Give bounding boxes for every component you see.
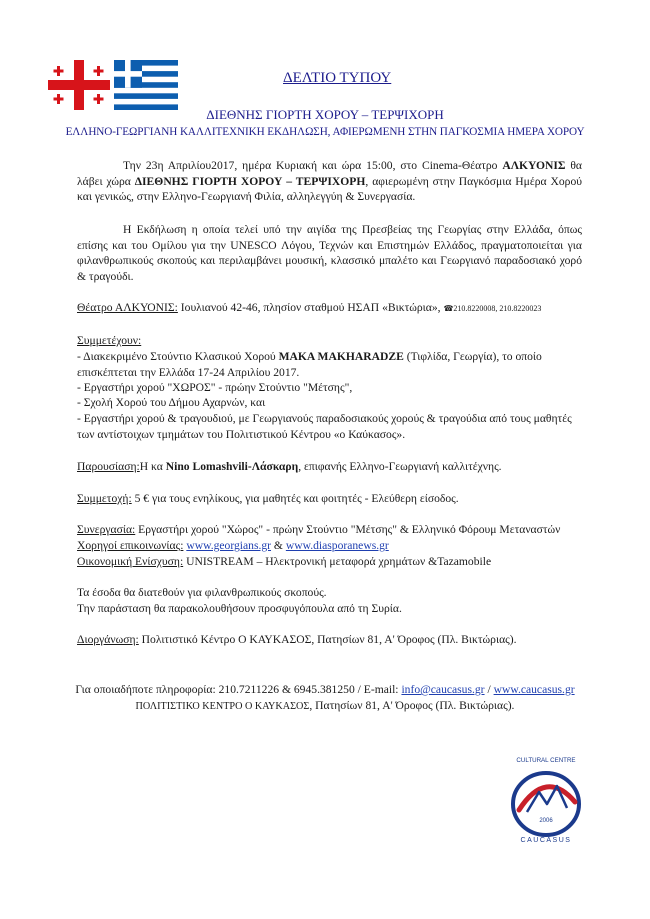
event-title: ΔΙΕΘΝΗΣ ΓΙΟΡΤΗ ΧΟΡΟΥ – ΤΕΡΨΙΧΟΡΗ: [206, 107, 444, 122]
support-line: Οικονομική Ενίσχυση: UNISTREAM – Ηλεκτρονική μεταφορά χρημάτων &Tazamobile: [77, 555, 492, 568]
georgia-flag: [48, 60, 110, 110]
caucasus-logo: [505, 752, 587, 844]
greece-flag: [114, 60, 178, 110]
presentation-line: Παρουσίαση:Η κα Nino Lomashvili-Λάσκαρη, επιφανής Ελληνο-Γεωργιανή καλλιτέχνης.: [77, 460, 502, 473]
press-release-title: ΔΕΛΤΙΟ ΤΥΠΟΥ: [283, 70, 392, 86]
note-line-2: Την παράσταση θα παρακολουθήσουν προσφυγόπουλα από τη Συρία.: [77, 602, 402, 615]
cooperation-line: Συνεργασία: Εργαστήρι χορού "Χώρος" - πρώην Στούντιο "Μέτσης" & Ελληνικό Φόρουμ Μεταναστών: [77, 523, 561, 536]
intro-paragraph-2: Η Εκδήλωση η οποία τελεί υπό την αιγίδα της Πρεσβείας της Γεωργίας στην Ελλάδα, όπως επίσης και του Ομίλου για την UNESCO Λόγου, Τεχνών και Επιστημών Ελλάδος, πραγματοποιείται για φιλανθρωπικούς σκοπούς και περιλαμβάνει μουσική, κλασσικό μπαλέτο και Γεωργιανό παραδοσιακό χορό & τραγούδι.: [77, 223, 582, 283]
sponsor-link-georgians[interactable]: www.georgians.gr: [186, 539, 272, 552]
note-line-1: Τα έσοδα θα διατεθούν για φιλανθρωπικούς σκοπούς.: [77, 586, 327, 599]
venue-line: Θέατρο ΑΛΚΥΟΝΙΣ: Ιουλιανού 42-46, πλησίον σταθμού ΗΣΑΠ «Βικτώρια», ☎210.8220008, 210.8220023: [77, 301, 542, 314]
email-link[interactable]: info@caucasus.gr: [401, 683, 485, 696]
sponsors-line: Χορηγοί επικοινωνίας: www.georgians.gr & www.diasporanews.gr: [77, 539, 389, 552]
event-subtitle: ΕΛΛΗΝΟ-ΓΕΩΡΓΙΑΝΗ ΚΑΛΛΙΤΕΧΝΙΚΗ ΕΚΔΗΛΩΣΗ, ΑΦΙΕΡΩΜΕΝΗ ΣΤΗΝ ΠΑΓΚΟΣΜΙΑ ΗΜΕΡΑ ΧΟΡΟΥ: [65, 126, 585, 138]
participants-label: Συμμετέχουν:: [77, 334, 142, 347]
participant-item-1: - Διακεκριμένο Στούντιο Κλασικού Χορού ΜΑΚΑ MAKHARADZE (Τιφλίδα, Γεωργία), το οποίο επισκέπτεται την Ελλάδα 17-24 Απριλίου 2017.: [77, 350, 542, 379]
organizer-line: Διοργάνωση: Πολιτιστικό Κέντρο Ο ΚΑΥΚΑΣΟΣ, Πατησίων 81, Α' Όροφος (Πλ. Βικτώριας).: [77, 633, 517, 646]
participant-item-3: - Σχολή Χορού του Δήμου Αχαρνών, και: [77, 396, 266, 409]
phone-icon: ☎: [443, 304, 454, 313]
svg-text:CULTURAL CENTRE: CULTURAL CENTRE: [516, 757, 576, 764]
venue-label: Θέατρο ΑΛΚΥΟΝΙΣ:: [77, 301, 178, 314]
center-address-line: ΠΟΛΙΤΙΣΤΙΚΟ ΚΕΝΤΡΟ Ο ΚΑΥΚΑΣΟΣ, Πατησίων 81, Α' Όροφος (Πλ. Βικτώριας).: [135, 699, 515, 712]
contact-line: Για οποιαδήποτε πληροφορία: 210.7211226 & 6945.381250 / E-mail: info@caucasus.gr / www.caucasus.gr: [75, 683, 575, 696]
participant-item-2: - Εργαστήρι χορού "ΧΩΡΟΣ" - πρώην Στούντιο "Μέτσης",: [77, 381, 353, 394]
svg-text:2006: 2006: [539, 818, 553, 824]
sponsor-link-diasporanews[interactable]: www.diasporanews.gr: [285, 539, 389, 552]
venue-phones: 210.8220008, 210.8220023: [453, 304, 542, 313]
participant-item-4: - Εργαστήρι χορού & τραγουδιού, με Γεωργιανούς παραδοσιακούς χορούς & τραγούδια από τους μαθητές των αντίστοιχων τμημάτων του Πολιτιστικού Κέντρου «ο Καύκασος».: [77, 412, 572, 441]
website-link[interactable]: www.caucasus.gr: [493, 683, 575, 696]
intro-paragraph-1: Την 23η Απριλίου2017, ημέρα Κυριακή και ώρα 15:00, στο Cinema-Θέατρο ΑΛΚΥΟΝΙΣ θα λάβει χώρα ΔΙΕΘΝΗΣ ΓΙΟΡΤΗ ΧΟΡΟΥ – ΤΕΡΨΙΧΟΡΗ, αφιερωμένη στην Παγκόσμια Ημέρα Χορού και γενικώς, στην Ελληνο-Γεωργιανή Φιλία, αλληλεγγύη & Συνεργασία.: [77, 159, 583, 203]
svg-text:CAUCASUS: CAUCASUS: [520, 837, 572, 844]
fee-line: Συμμετοχή: 5 € για τους ενηλίκους, για μαθητές και φοιτητές - Ελεύθερη είσοδος.: [77, 492, 459, 505]
